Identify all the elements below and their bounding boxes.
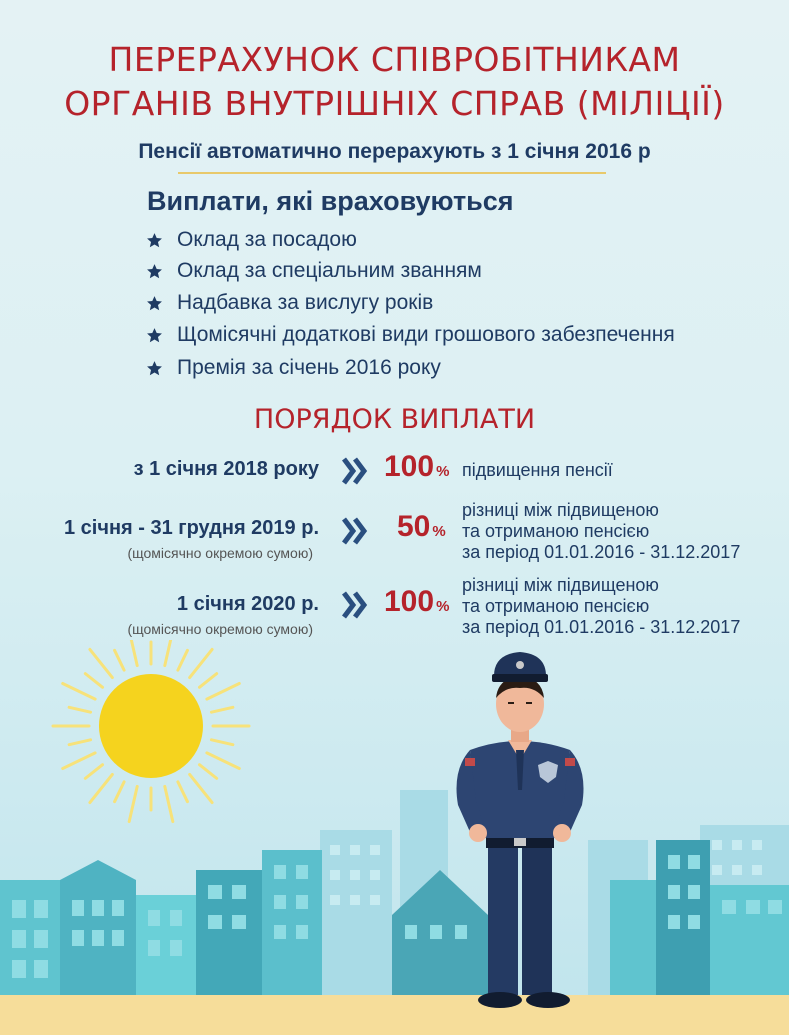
payment-item	[146, 225, 357, 255]
payment-item	[146, 353, 441, 383]
sun-ray	[211, 740, 232, 745]
schedule-row-3-note: (щомісячно окремою сумою)	[127, 621, 313, 637]
double-chevron-right-icon	[342, 590, 368, 620]
ground	[0, 995, 789, 1035]
payments-heading: Виплати, які враховуються	[147, 186, 514, 216]
payment-item-label: Оклад за спеціальним званням	[177, 259, 482, 282]
schedule-row-2-note: (щомісячно окремою сумою)	[127, 545, 313, 561]
sun-ray	[85, 765, 102, 779]
schedule-row-1-label: з 1 січня 2018 року	[133, 458, 319, 480]
subtitle: Пенсії автоматично перерахують з 1 січня 2016 р	[138, 140, 651, 163]
percent-sign: %	[432, 523, 446, 540]
title-line-2: ОРГАНІВ ВНУТРІШНІХ СПРАВ (МІЛІЦІЇ)	[64, 84, 725, 123]
schedule-row-1-percent	[384, 450, 449, 484]
desc-line: різниці між підвищеною	[462, 500, 659, 520]
double-chevron-right-icon	[342, 516, 368, 546]
payment-item-label: Премія за січень 2016 року	[177, 356, 441, 379]
star-icon	[146, 327, 163, 344]
desc-line: за період 01.01.2016 - 31.12.2017	[462, 542, 741, 562]
payment-item	[146, 320, 675, 350]
sun-ray	[178, 650, 188, 670]
star-icon	[146, 232, 163, 249]
star-icon	[146, 360, 163, 377]
payment-item-label: Надбавка за вислугу років	[177, 291, 434, 314]
sun-ray	[190, 774, 212, 802]
percent-value: 50	[397, 510, 431, 543]
desc-line: підвищення пенсії	[462, 460, 613, 480]
sun-ray	[63, 753, 95, 769]
sun-ray	[207, 683, 239, 699]
percent-value: 100	[384, 585, 435, 618]
sun-ray	[178, 782, 188, 802]
sun-ray	[165, 640, 173, 666]
sun-icon	[53, 640, 249, 822]
sun-ray	[90, 649, 112, 677]
schedule-row-3-desc	[462, 575, 740, 638]
sun-ray	[115, 782, 125, 802]
sun-ray	[115, 650, 125, 670]
sun-ray	[129, 786, 137, 821]
payment-item-label: Оклад за посадою	[177, 228, 357, 251]
payment-item-label: Щомісячні додаткові види грошового забезпечення	[177, 323, 675, 346]
schedule-row-1-desc	[462, 460, 613, 481]
city-scene-illustration	[0, 640, 789, 1035]
desc-line: різниці між підвищеною	[462, 575, 659, 595]
desc-line: за період 01.01.2016 - 31.12.2017	[462, 617, 741, 637]
schedule-heading: ПОРЯДОК ВИПЛАТИ	[253, 404, 536, 435]
sun-ray	[199, 765, 216, 779]
percent-sign: %	[436, 463, 450, 480]
payment-item	[146, 256, 482, 286]
sun-ray	[129, 640, 137, 666]
sun-ray	[211, 707, 232, 712]
schedule-row-3-label: 1 січня 2020 р.	[176, 593, 319, 615]
sun-ray	[90, 774, 112, 802]
schedule-row-2-desc	[462, 500, 740, 563]
payment-item	[146, 288, 433, 318]
desc-line: та отриманою пенсією	[462, 521, 650, 541]
schedule-row-2-percent	[397, 510, 446, 544]
sun-ray	[69, 740, 90, 745]
sun-ray	[69, 707, 90, 712]
sun-ray	[165, 786, 173, 821]
star-icon	[146, 263, 163, 280]
schedule-row-3-percent	[384, 585, 449, 619]
double-chevron-right-icon	[342, 456, 368, 486]
title-line-1: ПЕРЕРАХУНОК СПІВРОБІТНИКАМ	[108, 40, 681, 79]
sun-ray	[85, 674, 102, 688]
subtitle-underline	[178, 172, 606, 174]
sun-ray	[63, 683, 95, 699]
schedule-row-2-label: 1 січня - 31 грудня 2019 р.	[63, 517, 319, 539]
percent-value: 100	[384, 450, 435, 483]
percent-sign: %	[436, 598, 450, 615]
desc-line: та отриманою пенсією	[462, 596, 650, 616]
sun-ray	[207, 753, 239, 769]
sun-ray	[199, 674, 216, 688]
star-icon	[146, 295, 163, 312]
sun-ray	[190, 649, 212, 677]
page-title	[0, 38, 789, 126]
